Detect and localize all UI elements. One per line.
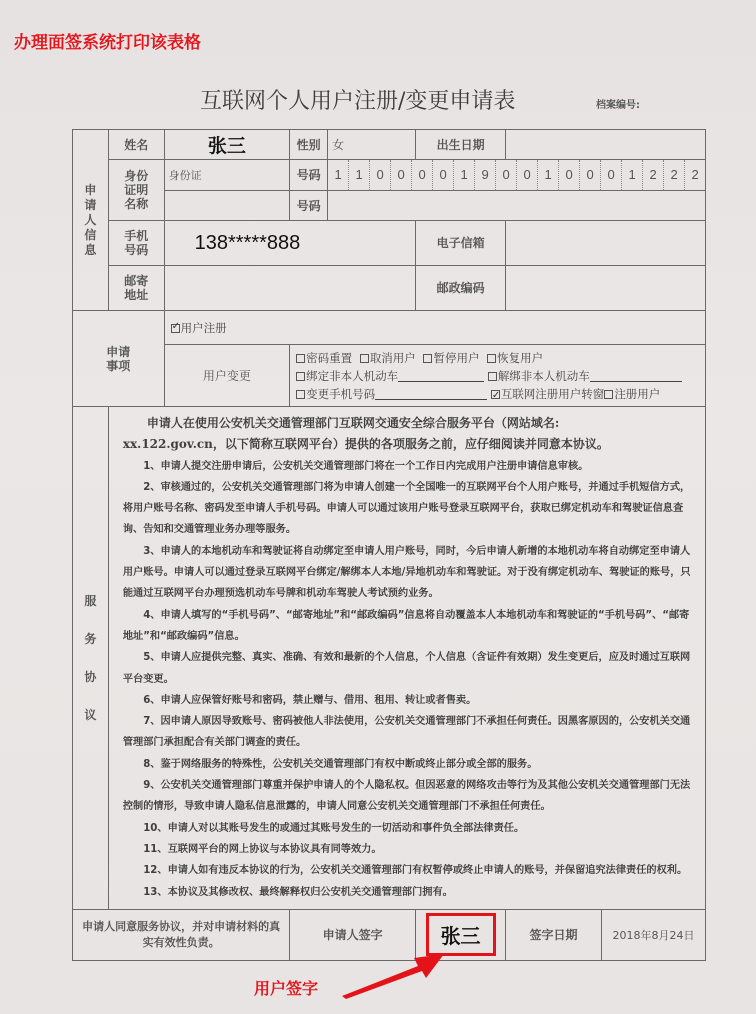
id-number-2-field[interactable] [328,191,706,221]
id-number-digit[interactable]: 0 [558,160,579,190]
id-number-digit[interactable]: 1 [348,160,369,190]
agreement-clause: 11、互联网平台的网上协议与本协议具有同等效力。 [143,843,382,855]
password-reset-option[interactable] [296,351,352,365]
agreement-clause: 8、鉴于网络服务的特殊性，公安机关交通管理部门有权中断或终止部分或全部的服务。 [143,758,538,770]
transfer-window-option[interactable] [491,387,605,401]
id-number-digit[interactable]: 0 [516,160,537,190]
agreement-clause: 5、申请人应提供完整、真实、准确、有效和最新的个人信息，个人信息（含证件有效期）发生变更后，应及时通过互联网平台变更。 [122,652,691,685]
annotation-print-note: 办理面签系统打印该表格 [14,33,201,53]
cancel-user-checkbox[interactable] [360,354,369,363]
unbind-vehicle-checkbox[interactable] [488,372,497,381]
archive-number-label: 档案编号: [596,100,640,111]
id-number-digit[interactable]: 0 [579,160,600,190]
id-number-digit[interactable]: 1 [621,160,642,190]
service-agreement-label-text: 服务协议 [84,593,97,722]
id-number-digit[interactable]: 1 [334,167,342,182]
service-agreement-text [108,407,705,910]
annotation-signature-note: 用户签字 [254,979,319,998]
agreement-clause: 4、申请人填写的“手机号码”、“邮寄地址”和“邮政编码”信息将自动覆盖本人本地机动车和驾驶证的“手机号码”、“邮寄地址”和“邮政编码”信息。 [122,609,690,642]
id-document-label: 身份证明名称 [108,160,164,221]
signature-value: 张三 [426,913,496,956]
agreement-intro-1: 申请人在使用公安机关交通管理部门互联网交通安全综合服务平台（网站域名: [146,416,560,430]
change-options-row-2 [290,367,705,385]
id-number-digit[interactable]: 1 [453,160,474,190]
id-number-digit[interactable]: 2 [663,160,684,190]
id-number-digit[interactable]: 0 [390,160,411,190]
cancel-user-label: 取消用户 [369,350,416,365]
suspend-user-checkbox[interactable] [423,354,432,363]
register-label: 用户注册 [180,320,227,335]
signer-label: 申请人签字 [290,909,416,960]
id-number-2-label: 号码 [290,191,328,221]
suspend-user-option[interactable] [423,351,479,365]
agreement-clause: 10、申请人对以其账号发生的或通过其账号发生的一切活动和事件负全部法律责任。 [143,822,525,834]
register-user-checkbox[interactable] [604,390,613,399]
change-options-row-1 [290,349,705,367]
address-label: 邮寄地址 [108,266,164,311]
applicant-info-section-label: 申请人信息 [73,130,109,311]
postcode-label: 邮政编码 [416,266,506,311]
id-document-type-field[interactable]: 身份证 [164,160,290,191]
restore-user-option[interactable] [487,351,543,365]
application-section-label: 申请事项 [73,311,165,407]
id-number-digit[interactable]: 0 [432,160,453,190]
id-number-digit[interactable]: 9 [474,160,495,190]
transfer-window-label: 互联网注册用户转窗 [500,386,605,401]
application-form-table [72,129,706,961]
arrow-icon [340,950,450,1000]
id-number-digit[interactable]: 0 [600,160,621,190]
id-number-digit[interactable]: 0 [369,160,390,190]
user-change-label: 用户变更 [164,345,290,407]
agreement-intro-2: xx.122.gov.cn，以下简称互联网平台）提供的各项服务之前，应仔细阅读并同意本协议。 [122,437,609,452]
bind-vehicle-option[interactable] [296,369,484,383]
register-option[interactable] [164,311,705,345]
cancel-user-option[interactable] [360,351,416,365]
form-title: 互联网个人用户注册/变更申请表 [200,89,516,114]
change-phone-input[interactable] [375,388,487,400]
address-field[interactable] [164,266,415,311]
id-number-digit[interactable]: 2 [642,160,663,190]
agreement-clause: 9、公安机关交通管理部门尊重并保护申请人的个人隐私权。但因恶意的网络攻击等行为及其他公安机关交通管理部门无法控制的情形，导致申请人隐私信息泄露的，申请人同意公安机关交通管理部门不承担任何责任。 [122,780,691,813]
id-number-digit[interactable]: 0 [411,160,432,190]
restore-user-checkbox[interactable] [487,354,496,363]
sign-date-label: 签字日期 [506,910,602,960]
id-number-digit[interactable]: 0 [495,160,516,190]
unbind-vehicle-option[interactable] [488,369,682,383]
gender-label: 性别 [290,130,328,160]
name-field[interactable] [164,130,290,160]
unbind-vehicle-input[interactable] [590,370,682,382]
email-field[interactable] [506,221,706,266]
bind-vehicle-label: 绑定非本人机动车 [306,368,399,383]
declaration-text: 申请人同意服务协议，并对申请材料的真实有效性负责。 [73,909,290,960]
password-reset-checkbox[interactable] [296,354,305,363]
agreement-clause: 13、本协议及其修改权、最终解释权归公安机关交通管理部门拥有。 [143,886,453,898]
id-number-digit[interactable]: 2 [684,160,705,190]
gender-field[interactable]: 女 [328,130,416,160]
agreement-clause: 3、申请人的本地机动车和驾驶证将自动绑定至申请人用户账号，同时，今后申请人新增的本地机动车将自动绑定至申请人用户账号。申请人可以通过登录互联网平台绑定/解绑本人本地/异地机动车和驾驶证。对于没有绑定机动车、驾驶证的账号，只能通过互联网平台办理预选机动车号牌和机动车驾驶人考试预约业务。 [122,545,691,600]
phone-label: 手机号码 [108,221,164,266]
name-value: 张三 [207,136,246,157]
change-phone-option[interactable] [296,387,487,401]
service-agreement-section-label [73,407,109,910]
agreement-clause: 7、因申请人原因导致账号、密码被他人非法使用，公安机关交通管理部门不承担任何责任。因黑客原因的，公安机关交通管理部门承担配合有关部门调查的责任。 [122,716,691,749]
register-user-label: 注册用户 [614,386,661,401]
id-number-digit[interactable]: 1 [537,160,558,190]
change-phone-checkbox[interactable] [296,390,305,399]
change-phone-label: 变更手机号码 [306,386,376,401]
postcode-field[interactable] [506,266,706,311]
agreement-clause: 12、申请人如有违反本协议的行为，公安机关交通管理部门有权暂停或终止申请人的账号，并保留追究法律责任的权利。 [143,865,688,877]
register-checkbox[interactable] [171,324,180,333]
register-user-option[interactable] [604,387,660,401]
agreement-clause: 1、申请人提交注册申请后，公安机关交通管理部门将在一个工作日内完成用户注册申请信息审核。 [143,460,589,472]
change-options-row-3 [290,385,705,403]
password-reset-label: 密码重置 [306,350,353,365]
unbind-vehicle-label: 解绑非本人机动车 [497,368,590,383]
birth-date-label: 出生日期 [416,130,506,160]
phone-value: 138*****888 [194,231,301,254]
agreement-clause: 2、审核通过的，公安机关交通管理部门将为申请人创建一个全国唯一的互联网平台个人用户账号，并通过手机短信方式，将用户账号名称、密码发至申请人手机号码。申请人可以通过该用户账号登录互联网平台，获取已绑定机动车和驾驶证信息查询、告知和交通管理业务办理等服务。 [122,481,691,536]
email-label: 电子信箱 [416,221,506,266]
id-number-field[interactable] [328,160,706,191]
restore-user-label: 恢复用户 [497,350,544,365]
suspend-user-label: 暂停用户 [433,350,480,365]
sign-date-cell [506,909,706,960]
sign-date-value: 2018年8月24日 [612,928,695,942]
bind-vehicle-checkbox[interactable] [296,372,305,381]
id-number-label: 号码 [290,160,328,191]
user-change-options [290,345,706,407]
bind-vehicle-input[interactable] [398,370,484,382]
birth-date-field[interactable] [506,130,706,160]
agreement-clause: 6、申请人应保管好账号和密码，禁止赠与、借用、租用、转让或者售卖。 [143,694,477,706]
name-label: 姓名 [108,130,164,160]
id-document-type-field-2[interactable] [164,191,290,221]
transfer-window-checkbox[interactable] [491,390,500,399]
phone-field[interactable] [164,221,415,266]
